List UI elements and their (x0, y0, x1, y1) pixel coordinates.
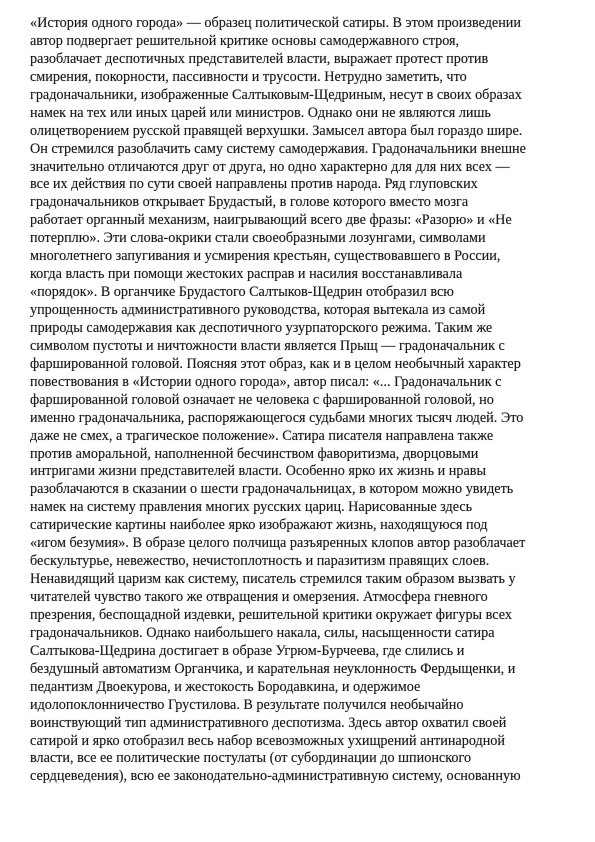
text-line: разоблачаются в сказании о шести градоначальницах, в котором можно увидеть (30, 481, 514, 498)
text-line: фаршированной головой. Поясняя этот образ, как и в целом необычный характер (30, 355, 521, 372)
text-line: бескультурье, невежество, нечистоплотность и паразитизм правящих слоев. (30, 553, 490, 570)
text-line: воинствующий тип административного деспотизма. Здесь автор охватил своей (30, 714, 507, 731)
text-line: интригами жизни представителей власти. Особенно ярко их жизнь и нравы (30, 463, 486, 480)
text-line: работает органный механизм, наигрывающий всего две фразы: «Разорю» и «Не (30, 212, 512, 229)
text-line: именно градоначальника, распоряжающегося судьбами многих тысяч людей. Это (30, 409, 524, 426)
text-line: сатирой и ярко отобразил весь набор всевозможных ухищрений антинародной (30, 732, 505, 749)
text-line: символом пустоты и ничтожности власти является Прыщ — градоначальник с (30, 337, 505, 354)
text-line: градоначальников. Однако наибольшего накала, силы, насыщенности сатира (30, 624, 495, 641)
text-line: презрения, беспощадной издевки, решительной критики окружает фигуры всех (30, 606, 512, 623)
text-line: природы самодержавия как деспотичного узурпаторского режима. Таким же (30, 319, 493, 336)
text-line: «порядок». В органчике Брудастого Салтыков-Щедрин отобразил всю (30, 284, 454, 301)
text-line: сердцеведения), всю ее законодательно-административную систему, основанную (30, 768, 521, 785)
text-line: власти, все ее политические постулаты (от субординации до шпионского (30, 750, 472, 767)
text-line: потерплю». Эти слова-окрики стали своеобразными лозунгами, символами (30, 230, 486, 247)
text-line: Салтыкова-Щедрина достигает в образе Угрюм-Бурчеева, где слились и (30, 642, 465, 659)
essay-text (30, 15, 590, 786)
text-line: значительно отличаются друг от друга, но одно характерно для для них всех — (30, 158, 510, 175)
text-line: против аморальной, наполненной бесчинством фаворитизма, дворцовыми (30, 445, 479, 462)
text-line: читателей чувство такого же отвращения и омерзения. Атмосфера гневного (30, 589, 488, 605)
text-line: намек на тех или иных царей или министров. Однако они не являются лишь (30, 104, 491, 121)
text-line: олицетворением русской правящей верхушки. Замысел автора был гораздо шире. (30, 122, 523, 139)
text-line: градоначальники, изображенные Салтыковым-Щедриным, несут в своих образах (30, 86, 522, 103)
text-line: смирения, покорности, пассивности и трусости. Нетрудно заметить, что (30, 68, 467, 85)
text-line: намек на систему правления многих русских цариц. Нарисованные здесь (30, 499, 473, 516)
text-line: педантизм Двоекурова, и жестокость Бородавкина, и одержимое (30, 678, 421, 695)
text-line: повествования в «Истории одного города», автор писал: «... Градоначальник с (30, 373, 502, 390)
text-line: идолопоклонничество Грустилова. В результате получился необычайно (30, 696, 464, 713)
text-line: Он стремился разоблачить саму систему самодержавия. Градоначальники внешне (30, 140, 526, 157)
text-line: Ненавидящий царизм как систему, писатель стремился таким образом вызвать у (30, 571, 516, 588)
text-line: сатирические картины наиболее ярко изображают жизнь, находящуюся под (30, 517, 488, 534)
text-line: «История одного города» — образец политической сатиры. В этом произведении (30, 15, 521, 31)
text-line: когда власть при помощи жестоких расправ и насилия восстанавливала (30, 266, 463, 283)
text-line: автор подвергает решительной критике основы самодержавного строя, (30, 32, 460, 49)
text-line: градоначальников открывает Брудастый, в голове которого вместо мозга (30, 194, 469, 211)
text-line: упрощенность административного руководства, которая вытекала из самой (30, 302, 486, 318)
text-line: фаршированной головой означает не человека с фаршированной головой, но (30, 391, 494, 408)
text-line: все их действия по сути своей направлены против народа. Ряд глуповских (30, 176, 478, 193)
text-line: разоблачает деспотичных представителей власти, выражает протест против (30, 50, 489, 67)
text-line: даже не смех, а трагическое положение». Сатира писателя направлена также (30, 427, 494, 444)
text-line: бездушный автоматизм Органчика, и карательная неуклонность Фердыщенки, и (30, 660, 516, 677)
text-line: многолетнего запугивания и усмирения крестьян, существовавшего в России, (30, 248, 501, 265)
text-line: «игом безумия». В образе целого полчища разъяренных клопов автор разоблачает (30, 535, 526, 552)
